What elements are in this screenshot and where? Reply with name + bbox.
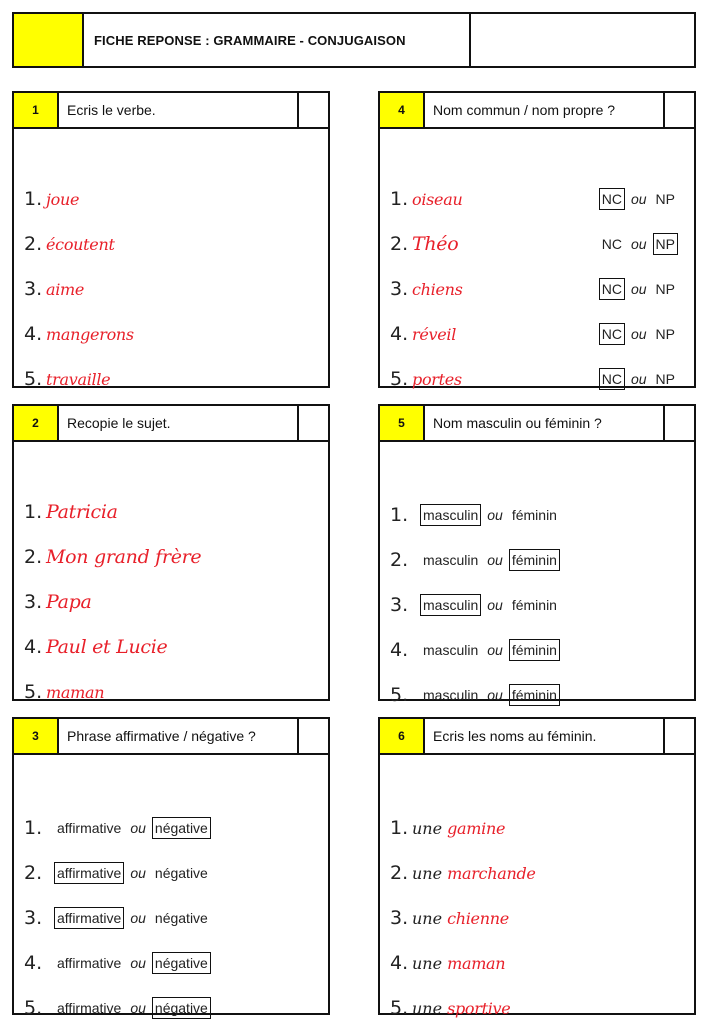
choice-np: NP — [653, 233, 678, 255]
handwritten-answer: maman — [46, 682, 105, 702]
panel-heading: Phrase affirmative / négative ? — [59, 719, 299, 753]
handwritten-answer: Patricia — [46, 501, 118, 523]
panel-heading: Recopie le sujet. — [59, 406, 299, 440]
title-blank-cell — [471, 14, 694, 66]
answer-row — [390, 364, 686, 394]
choice-feminin: féminin — [509, 684, 560, 706]
panel-number: 1 — [14, 93, 59, 127]
answer-row — [390, 184, 686, 214]
panel-1-verbs — [12, 91, 330, 388]
item-index: 3. — [390, 594, 409, 616]
panel-header — [14, 406, 328, 442]
connector: ou — [487, 507, 503, 523]
article: une — [412, 908, 443, 928]
choice-negative: négative — [154, 910, 208, 926]
item-index: 3. — [390, 278, 409, 300]
connector: ou — [130, 865, 146, 881]
choice-np: NP — [655, 371, 675, 387]
panel-heading: Ecris le verbe. — [59, 93, 299, 127]
item-index: 2. — [24, 862, 43, 884]
answer-row — [24, 319, 320, 349]
handwritten-answer: marchande — [447, 863, 536, 883]
panel-header — [14, 93, 328, 129]
answer-row — [390, 993, 686, 1023]
item-index: 1. — [24, 817, 43, 839]
connector: ou — [487, 552, 503, 568]
page-title: FICHE REPONSE : GRAMMAIRE - CONJUGAISON — [84, 14, 471, 66]
item-index: 4. — [24, 952, 43, 974]
article: une — [412, 863, 443, 883]
answer-row — [24, 497, 320, 527]
item-index: 2. — [390, 549, 409, 571]
handwritten-answer: Papa — [46, 591, 92, 613]
item-index: 5. — [390, 997, 409, 1019]
connector: ou — [487, 687, 503, 703]
answer-row — [390, 274, 686, 304]
item-index: 2. — [24, 233, 43, 255]
nc-np-choice — [599, 233, 678, 255]
answer-row — [390, 813, 686, 843]
item-index: 1. — [390, 817, 409, 839]
item-index: 4. — [390, 952, 409, 974]
choice-masculin: masculin — [420, 504, 481, 526]
handwritten-answer: portes — [412, 369, 462, 389]
item-index: 5. — [24, 997, 43, 1019]
answer-row — [24, 184, 320, 214]
handwritten-answer: Mon grand frère — [46, 546, 202, 568]
choice-masculin: masculin — [420, 594, 481, 616]
answer-row — [390, 680, 686, 710]
panel-3-affirmative-negative — [12, 717, 330, 1019]
item-index: 3. — [24, 907, 43, 929]
nc-np-choice — [599, 368, 678, 390]
panel-number: 4 — [380, 93, 425, 127]
item-index: 1. — [390, 504, 409, 526]
panel-header — [380, 93, 694, 129]
choice-feminin: féminin — [509, 639, 560, 661]
choice-negative: négative — [152, 817, 211, 839]
handwritten-answer: réveil — [412, 324, 457, 344]
connector: ou — [130, 910, 146, 926]
connector: ou — [487, 597, 503, 613]
answer-row — [390, 948, 686, 978]
item-index: 5. — [390, 684, 409, 706]
connector: ou — [130, 1000, 146, 1016]
item-index: 4. — [390, 323, 409, 345]
choice-affirmative: affirmative — [57, 820, 122, 836]
nc-np-choice — [599, 323, 678, 345]
choice-masculin: masculin — [423, 687, 479, 703]
header-corner-cell — [665, 719, 694, 753]
header-corner-cell — [665, 406, 694, 440]
header-corner-cell — [299, 719, 328, 753]
answer-row — [24, 858, 320, 888]
panel-number: 5 — [380, 406, 425, 440]
handwritten-answer: Théo — [412, 233, 459, 255]
connector: ou — [630, 191, 647, 207]
nc-np-choice — [599, 188, 678, 210]
answer-row — [390, 635, 686, 665]
handwritten-answer: oiseau — [412, 189, 463, 209]
item-index: 5. — [24, 368, 43, 390]
item-index: 1. — [390, 188, 409, 210]
item-index: 3. — [390, 907, 409, 929]
answer-row — [24, 948, 320, 978]
article: une — [412, 998, 443, 1018]
panel-heading: Nom masculin ou féminin ? — [425, 406, 665, 440]
panel-number: 6 — [380, 719, 425, 753]
title-bar — [12, 12, 696, 68]
choice-feminin: féminin — [511, 507, 557, 523]
answer-row — [24, 903, 320, 933]
header-corner-cell — [299, 93, 328, 127]
item-index: 2. — [390, 233, 409, 255]
choice-negative: négative — [154, 865, 208, 881]
header-corner-cell — [665, 93, 694, 127]
choice-np: NP — [655, 191, 675, 207]
handwritten-answer: écoutent — [46, 234, 115, 254]
choice-nc: NC — [599, 323, 625, 345]
panel-5-gender — [378, 404, 696, 706]
item-index: 1. — [24, 188, 43, 210]
choice-nc: NC — [599, 368, 625, 390]
answer-row — [24, 274, 320, 304]
choice-nc: NC — [599, 188, 625, 210]
answer-row — [390, 903, 686, 933]
answer-row — [24, 542, 320, 572]
item-index: 4. — [24, 636, 43, 658]
connector: ou — [630, 281, 647, 297]
item-index: 2. — [390, 862, 409, 884]
panel-heading: Nom commun / nom propre ? — [425, 93, 665, 127]
choice-nc: NC — [599, 278, 625, 300]
item-index: 3. — [24, 278, 43, 300]
choice-np: NP — [655, 326, 675, 342]
header-corner-cell — [299, 406, 328, 440]
answer-row — [24, 587, 320, 617]
choice-negative: négative — [152, 997, 211, 1019]
panel-header — [14, 719, 328, 755]
item-index: 5. — [24, 681, 43, 703]
choice-masculin: masculin — [423, 552, 479, 568]
choice-masculin: masculin — [423, 642, 479, 658]
answer-row — [24, 229, 320, 259]
item-index: 1. — [24, 501, 43, 523]
choice-affirmative: affirmative — [54, 862, 124, 884]
handwritten-answer: joue — [46, 189, 80, 209]
choice-nc: NC — [601, 236, 622, 252]
item-index: 5. — [390, 368, 409, 390]
connector: ou — [130, 955, 146, 971]
answer-row — [24, 632, 320, 662]
panel-2-subject — [12, 404, 330, 701]
item-index: 4. — [24, 323, 43, 345]
handwritten-answer: aime — [46, 279, 85, 299]
panel-6-feminine-nouns — [378, 717, 696, 1019]
handwritten-answer: Paul et Lucie — [46, 636, 168, 658]
answer-row — [24, 364, 320, 394]
connector: ou — [630, 326, 647, 342]
panel-heading: Ecris les noms au féminin. — [425, 719, 665, 753]
panel-4-common-proper — [378, 91, 696, 388]
handwritten-answer: mangerons — [46, 324, 134, 344]
item-index: 2. — [24, 546, 43, 568]
title-yellow-cell — [14, 14, 84, 66]
answer-row — [24, 993, 320, 1023]
handwritten-answer: maman — [447, 953, 506, 973]
answer-row — [390, 545, 686, 575]
panel-header — [380, 406, 694, 442]
nc-np-choice — [599, 278, 678, 300]
choice-feminin: féminin — [511, 597, 557, 613]
panel-number: 3 — [14, 719, 59, 753]
handwritten-answer: sportive — [447, 998, 511, 1018]
handwritten-answer: gamine — [447, 818, 506, 838]
choice-negative: négative — [152, 952, 211, 974]
item-index: 3. — [24, 591, 43, 613]
answer-row — [390, 500, 686, 530]
handwritten-answer: chiens — [412, 279, 463, 299]
article: une — [412, 818, 443, 838]
choice-feminin: féminin — [509, 549, 560, 571]
choice-affirmative: affirmative — [54, 907, 124, 929]
answer-row — [390, 319, 686, 349]
connector: ou — [630, 371, 647, 387]
choice-affirmative: affirmative — [57, 1000, 122, 1016]
panel-header — [380, 719, 694, 755]
answer-row — [390, 858, 686, 888]
connector: ou — [487, 642, 503, 658]
connector: ou — [130, 820, 146, 836]
connector: ou — [630, 236, 647, 252]
handwritten-answer: travaille — [46, 369, 111, 389]
item-index: 4. — [390, 639, 409, 661]
answer-row — [24, 813, 320, 843]
choice-np: NP — [655, 281, 675, 297]
handwritten-answer: chienne — [447, 908, 509, 928]
choice-affirmative: affirmative — [57, 955, 122, 971]
answer-row — [390, 590, 686, 620]
article: une — [412, 953, 443, 973]
answer-row — [24, 677, 320, 707]
answer-row — [390, 229, 686, 259]
panel-number: 2 — [14, 406, 59, 440]
